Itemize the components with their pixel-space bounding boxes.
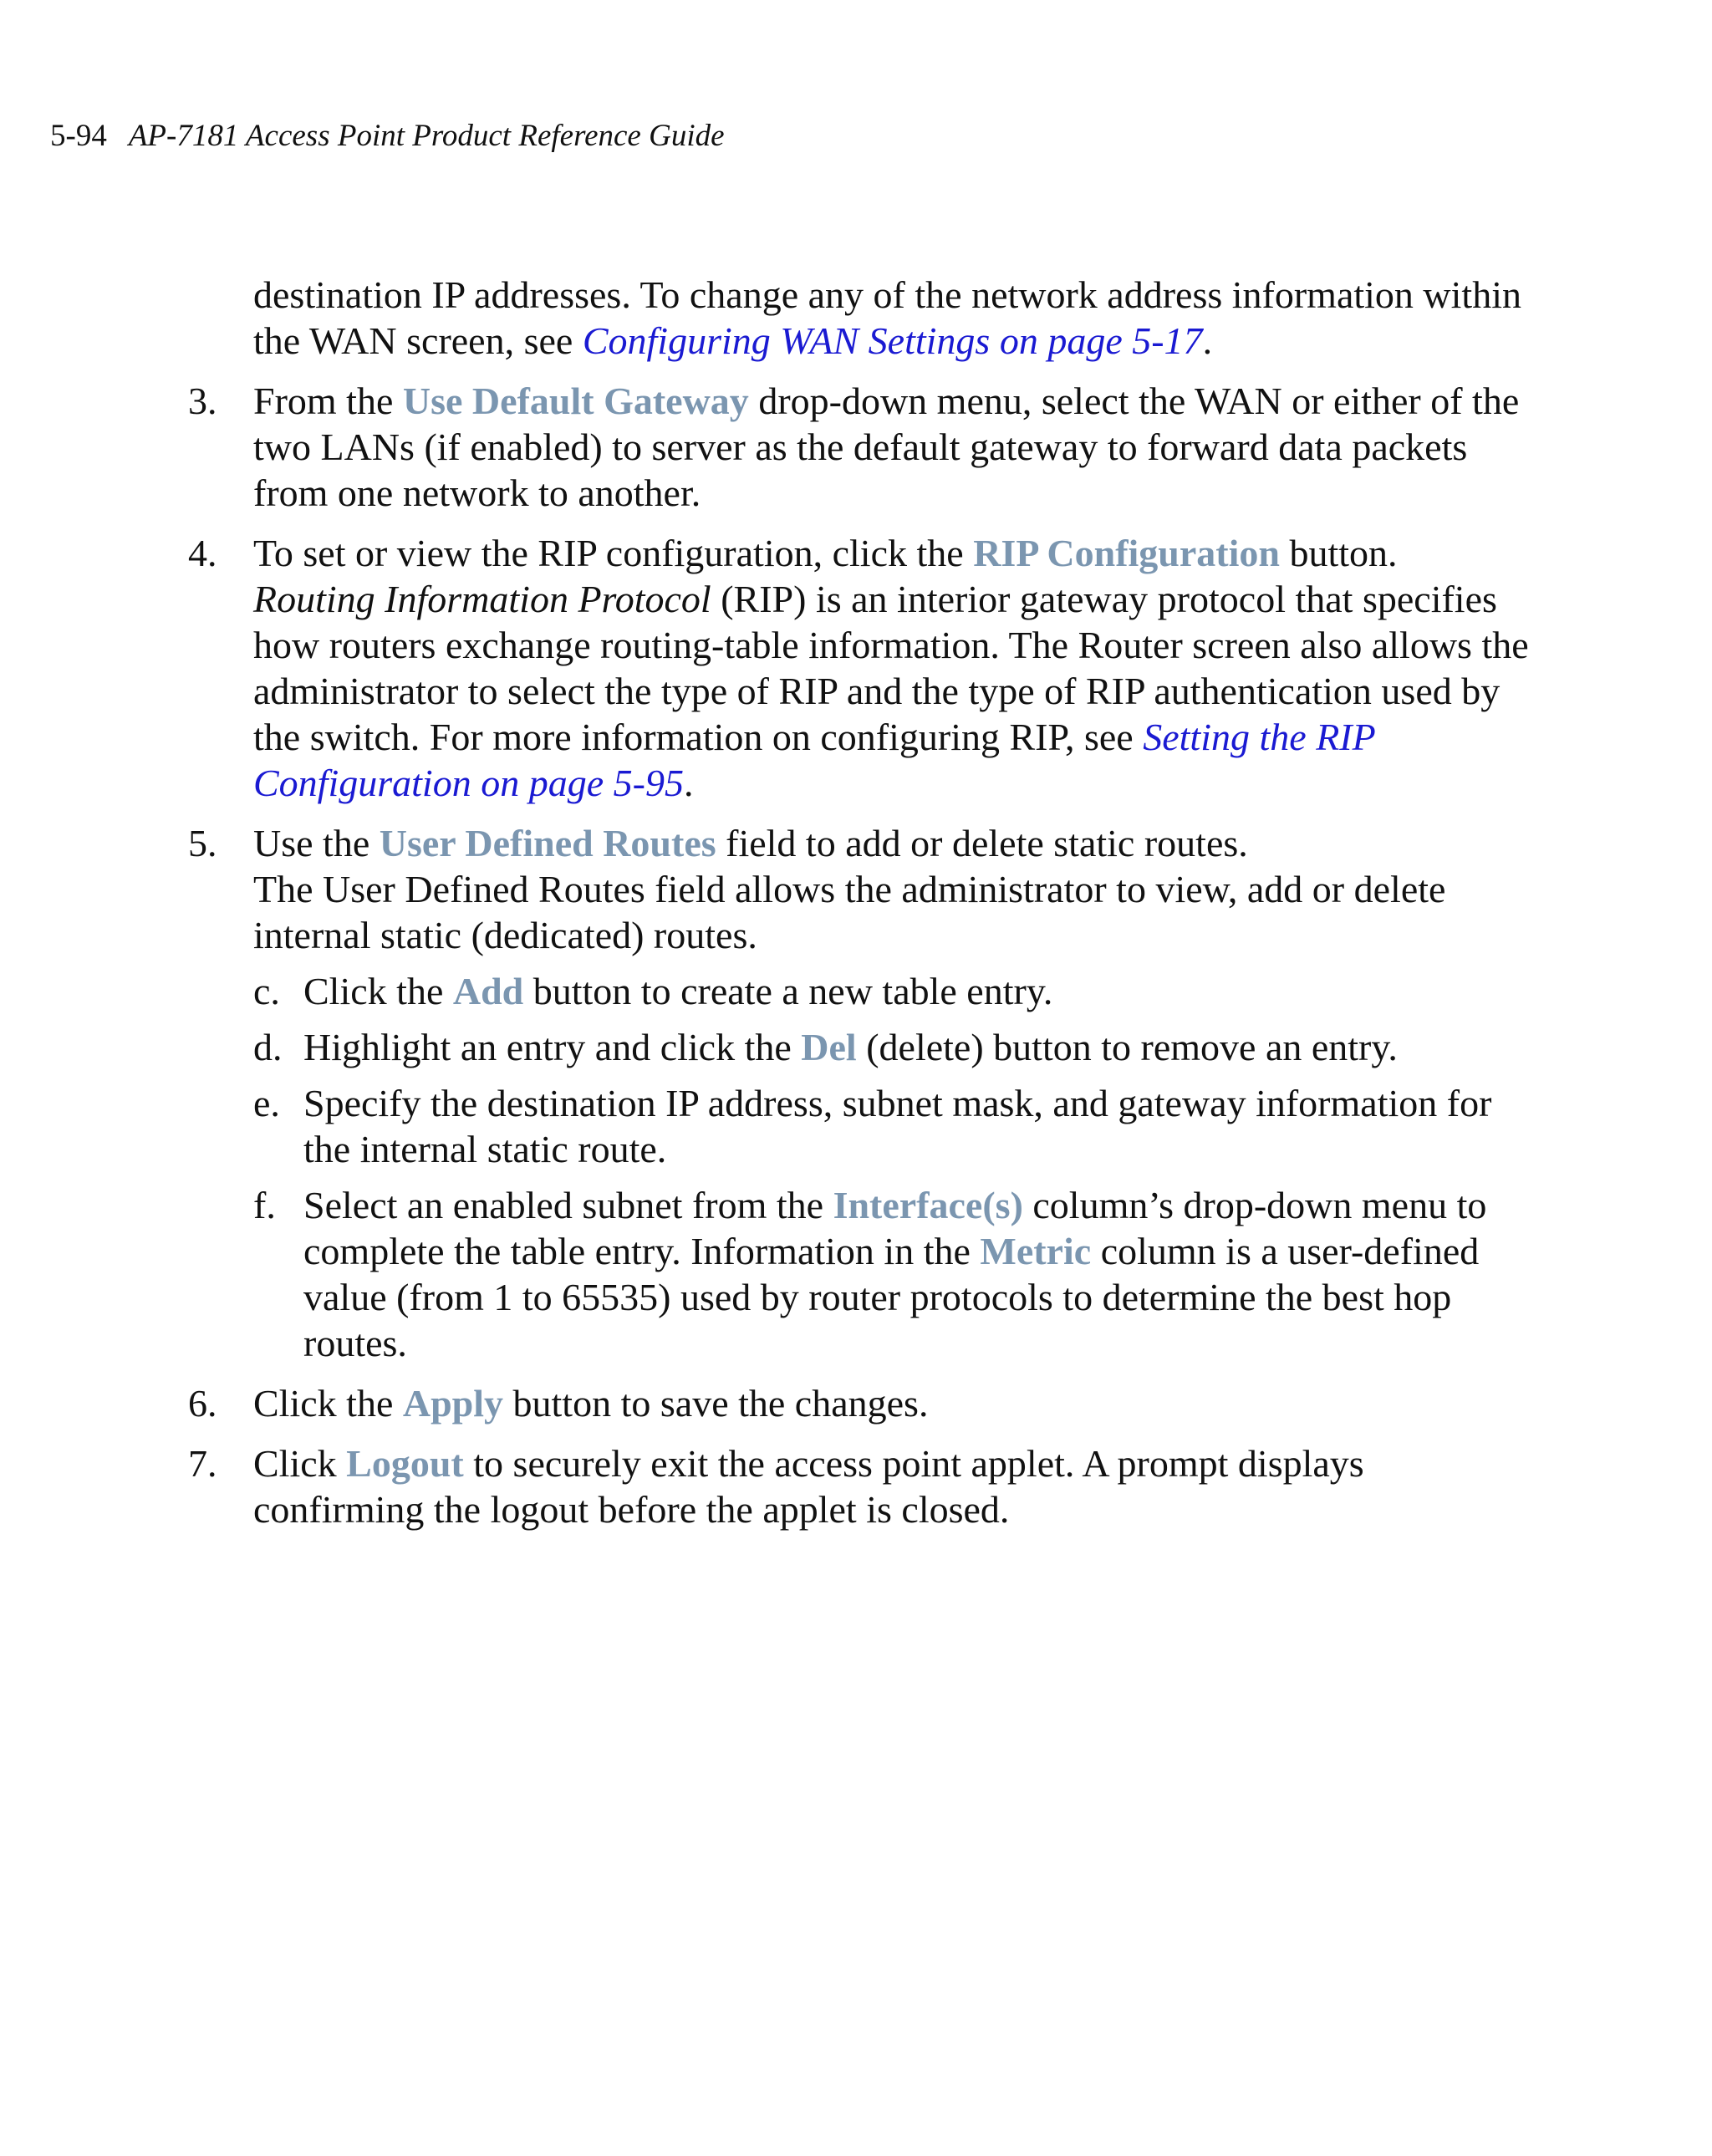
rip-configuration-link[interactable]: Setting the RIP Configuration on page 5-95: [253, 716, 1375, 804]
substep-letter: f.: [253, 1184, 276, 1226]
intro-text: destination IP addresses. To change any of the network address information within the WAN screen, see: [253, 273, 1521, 362]
interfaces-keyword: Interface(s): [833, 1184, 1023, 1226]
substep-c: [253, 968, 1541, 1014]
rip-configuration-keyword: RIP Configuration: [973, 532, 1280, 574]
rip-paragraph: [253, 576, 1541, 806]
substep-letter: d.: [253, 1026, 283, 1068]
step-number: 4.: [188, 532, 217, 574]
step-text: button to save the changes.: [503, 1382, 929, 1425]
substep-text: Specify the destination IP address, subnet mask, and gateway information for the internal static route.: [303, 1082, 1492, 1170]
step-text: Click the: [253, 1382, 403, 1425]
step-text: to securely exit the access point applet. A prompt displays confirming the logout before the applet is closed.: [253, 1442, 1364, 1531]
step-text: button.: [1279, 532, 1398, 574]
step-text: field to add or delete static routes.: [716, 822, 1248, 864]
step-text: drop-down menu, select the WAN or either of the two LANs (if enabled) to server as the default gateway to forward data packets from one network to another.: [253, 380, 1520, 514]
step-text: To set or view the RIP configuration, click the: [253, 532, 974, 574]
step-number: 5.: [188, 822, 217, 864]
substep-text: Click the: [303, 970, 453, 1012]
step-6: [188, 1380, 1541, 1426]
del-keyword: Del: [801, 1026, 857, 1068]
intro-paragraph: [253, 272, 1541, 364]
guide-title: AP-7181 Access Point Product Reference Guide: [128, 119, 725, 153]
rip-end: .: [683, 762, 694, 804]
substep-text: (delete) button to remove an entry.: [856, 1026, 1398, 1068]
substep-letter: c.: [253, 970, 280, 1012]
substep-f: [253, 1182, 1541, 1366]
page-number: 5-94: [50, 119, 107, 153]
substep-text: Select an enabled subnet from the: [303, 1184, 833, 1226]
step-text: From the: [253, 380, 403, 422]
step-7: [188, 1440, 1541, 1532]
substep-text: column is a user-defined value (from 1 to 65535) used by router protocols to determine the best hop routes.: [303, 1230, 1480, 1364]
wan-settings-link[interactable]: Configuring WAN Settings on page 5-17: [582, 319, 1203, 362]
rip-term: Routing Information Protocol: [253, 578, 711, 620]
step-text: Use the: [253, 822, 380, 864]
logout-keyword: Logout: [346, 1442, 464, 1485]
substep-text: button to create a new table entry.: [523, 970, 1053, 1012]
step-3: [188, 378, 1541, 516]
substep-letter: e.: [253, 1082, 280, 1124]
user-defined-routes-keyword: User Defined Routes: [379, 822, 716, 864]
rip-text: (RIP) is an interior gateway protocol that specifies how routers exchange routing-table information. The Router screen also allows the administrator to select the type of RIP and the type of RIP authentication used by the switch. For more information on configuring RIP, see: [253, 578, 1529, 758]
page-body: [188, 272, 1541, 1532]
metric-keyword: Metric: [980, 1230, 1092, 1272]
step-text: Click: [253, 1442, 347, 1485]
substep-text: column’s drop-down menu to complete the table entry. Information in the: [303, 1184, 1487, 1272]
substep-d: [253, 1024, 1541, 1070]
substep-e: [253, 1080, 1541, 1172]
step-number: 6.: [188, 1382, 217, 1425]
page-header: [50, 115, 725, 157]
use-default-gateway-keyword: Use Default Gateway: [402, 380, 749, 422]
user-defined-routes-paragraph: The User Defined Routes field allows the administrator to view, add or delete internal static (dedicated) routes.: [253, 868, 1446, 956]
apply-keyword: Apply: [402, 1382, 504, 1425]
substep-text: Highlight an entry and click the: [303, 1026, 802, 1068]
intro-end: .: [1202, 319, 1213, 362]
step-5: [188, 820, 1541, 866]
add-keyword: Add: [452, 970, 524, 1012]
step-4: [188, 530, 1541, 576]
step-number: 3.: [188, 380, 217, 422]
step-number: 7.: [188, 1442, 217, 1485]
